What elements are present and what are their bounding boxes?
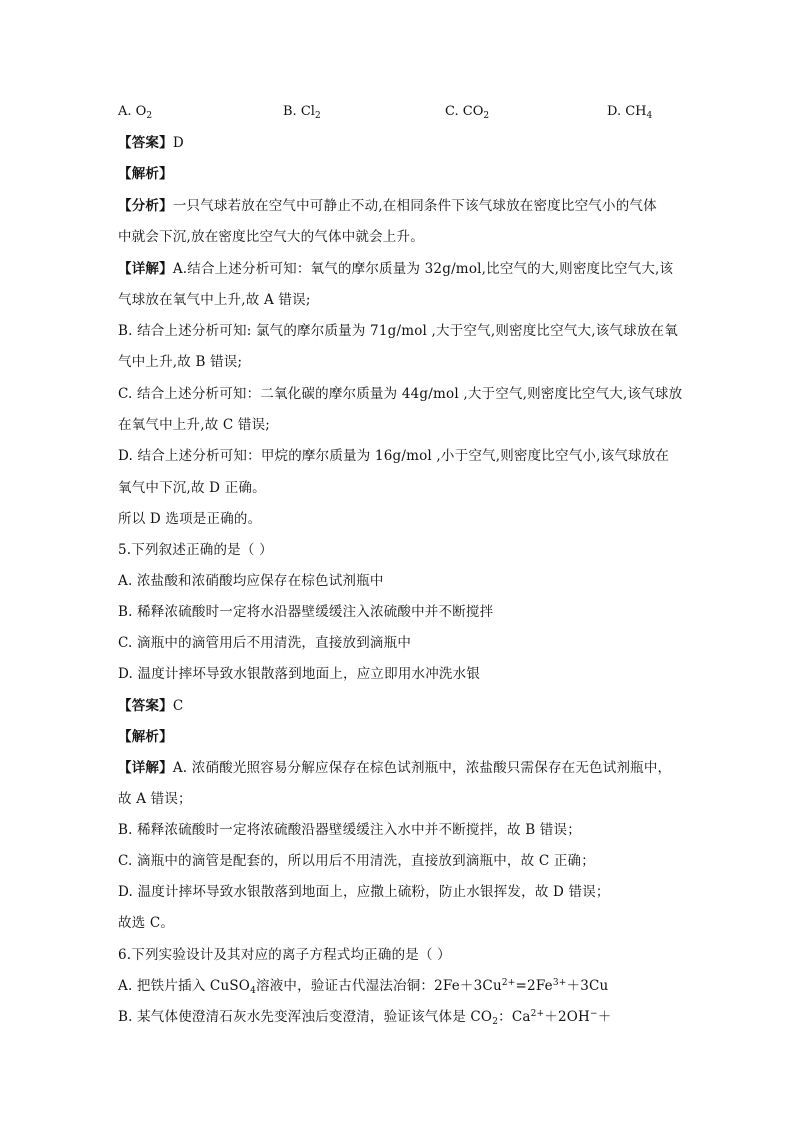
- q5-answer: 【答案】C: [118, 698, 184, 714]
- q5-detail-a-line-2: 故 A 错误；: [118, 791, 192, 807]
- q5-detail-c: C. 滴瓶中的滴管是配套的，所以用后不用清洗，直接放到滴瓶中，故 C 正确；: [118, 853, 595, 869]
- q5-option-c: C. 滴瓶中的滴管用后不用清洗，直接放到滴瓶中: [118, 635, 412, 651]
- q4-option-c: C. $CO_2$: [445, 104, 490, 121]
- q5-option-b: B. 稀释浓硫酸时一定将水沿器壁缓缓注入浓硫酸中并不断搅拌: [118, 604, 494, 620]
- q5-option-d: D. 温度计摔坏导致水银散落到地面上，应立即用水冲洗水银: [118, 666, 481, 682]
- q4-detail-c-line-1: C. 结合上述分析可知：二氧化碳的摩尔质量为 44g/mol ,大于空气,则密度比空气大,该气球放: [118, 386, 683, 402]
- q5-analysis-heading: 【解析】: [118, 729, 173, 745]
- q6-option-a: A. 把铁片插入 CuSO$_4$溶液中，验证古代湿法冶铜：$2Fe+3Cu^{2+}=2Fe^{3+}+3Cu$: [118, 978, 609, 996]
- q4-option-d: D. $CH_4$: [607, 104, 653, 121]
- q5-stem: 5.下列叙述正确的是（ ）: [118, 542, 273, 558]
- q6-option-b: B. 某气体使澄清石灰水先变浑浊后变澄清，验证该气体是 $CO_2$：$Ca^{2+}+2OH^-+$: [118, 1009, 612, 1027]
- q4-answer: 【答案】D: [118, 135, 184, 151]
- q4-conclusion: 所以 D 选项是正确的。: [118, 511, 262, 527]
- q5-detail-d: D. 温度计摔坏导致水银散落到地面上，应撒上硫粉，防止水银挥发，故 D 错误；: [118, 884, 610, 900]
- q4-option-b: B. $Cl_2$: [283, 104, 321, 121]
- q4-detail-b-line-1: B. 结合上述分析可知: 氯气的摩尔质量为 71g/mol ,大于空气,则密度比空气大,该气球放在氧: [118, 323, 678, 339]
- q4-detail-d-line-1: D. 结合上述分析可知：甲烷的摩尔质量为 16g/mol ,小于空气,则密度比空气小,该气球放在: [118, 448, 670, 464]
- q5-option-a: A. 浓盐酸和浓硝酸均应保存在棕色试剂瓶中: [118, 573, 384, 589]
- q5-detail-a-line-1: 【详解】A. 浓硝酸光照容易分解应保存在棕色试剂瓶中，浓盐酸只需保存在无色试剂瓶中，: [118, 760, 672, 776]
- q6-stem: 6.下列实验设计及其对应的离子方程式均正确的是（ ）: [118, 947, 451, 963]
- q4-option-a: A. $O_2$: [118, 104, 153, 121]
- q4-detail-c-line-2: 在氧气中上升,故 C 错误;: [118, 417, 271, 433]
- q4-detail-a-line-1: 【详解】A.结合上述分析可知：氧气的摩尔质量为 32g/mol,比空气的大,则密度比空气大,该: [118, 261, 674, 277]
- q4-options: [118, 104, 678, 124]
- q5-detail-b: B. 稀释浓硫酸时一定将浓硫酸沿器壁缓缓注入水中并不断搅拌，故 B 错误；: [118, 822, 581, 838]
- q4-fenxi-line-1: 【分析】一只气球若放在空气中可静止不动,在相同条件下该气球放在密度比空气小的气体: [118, 198, 657, 214]
- q4-detail-a-line-2: 气球放在氧气中上升,故 A 错误;: [118, 292, 311, 308]
- q4-fenxi-line-2: 中就会下沉,放在密度比空气大的气体中就会上升。: [118, 229, 424, 245]
- q4-analysis-heading: 【解析】: [118, 166, 173, 182]
- q4-detail-b-line-2: 气中上升,故 B 错误;: [118, 354, 243, 370]
- q5-conclusion: 故选 C。: [118, 915, 175, 931]
- q4-detail-d-line-2: 氧气中下沉,故 D 正确。: [118, 480, 266, 496]
